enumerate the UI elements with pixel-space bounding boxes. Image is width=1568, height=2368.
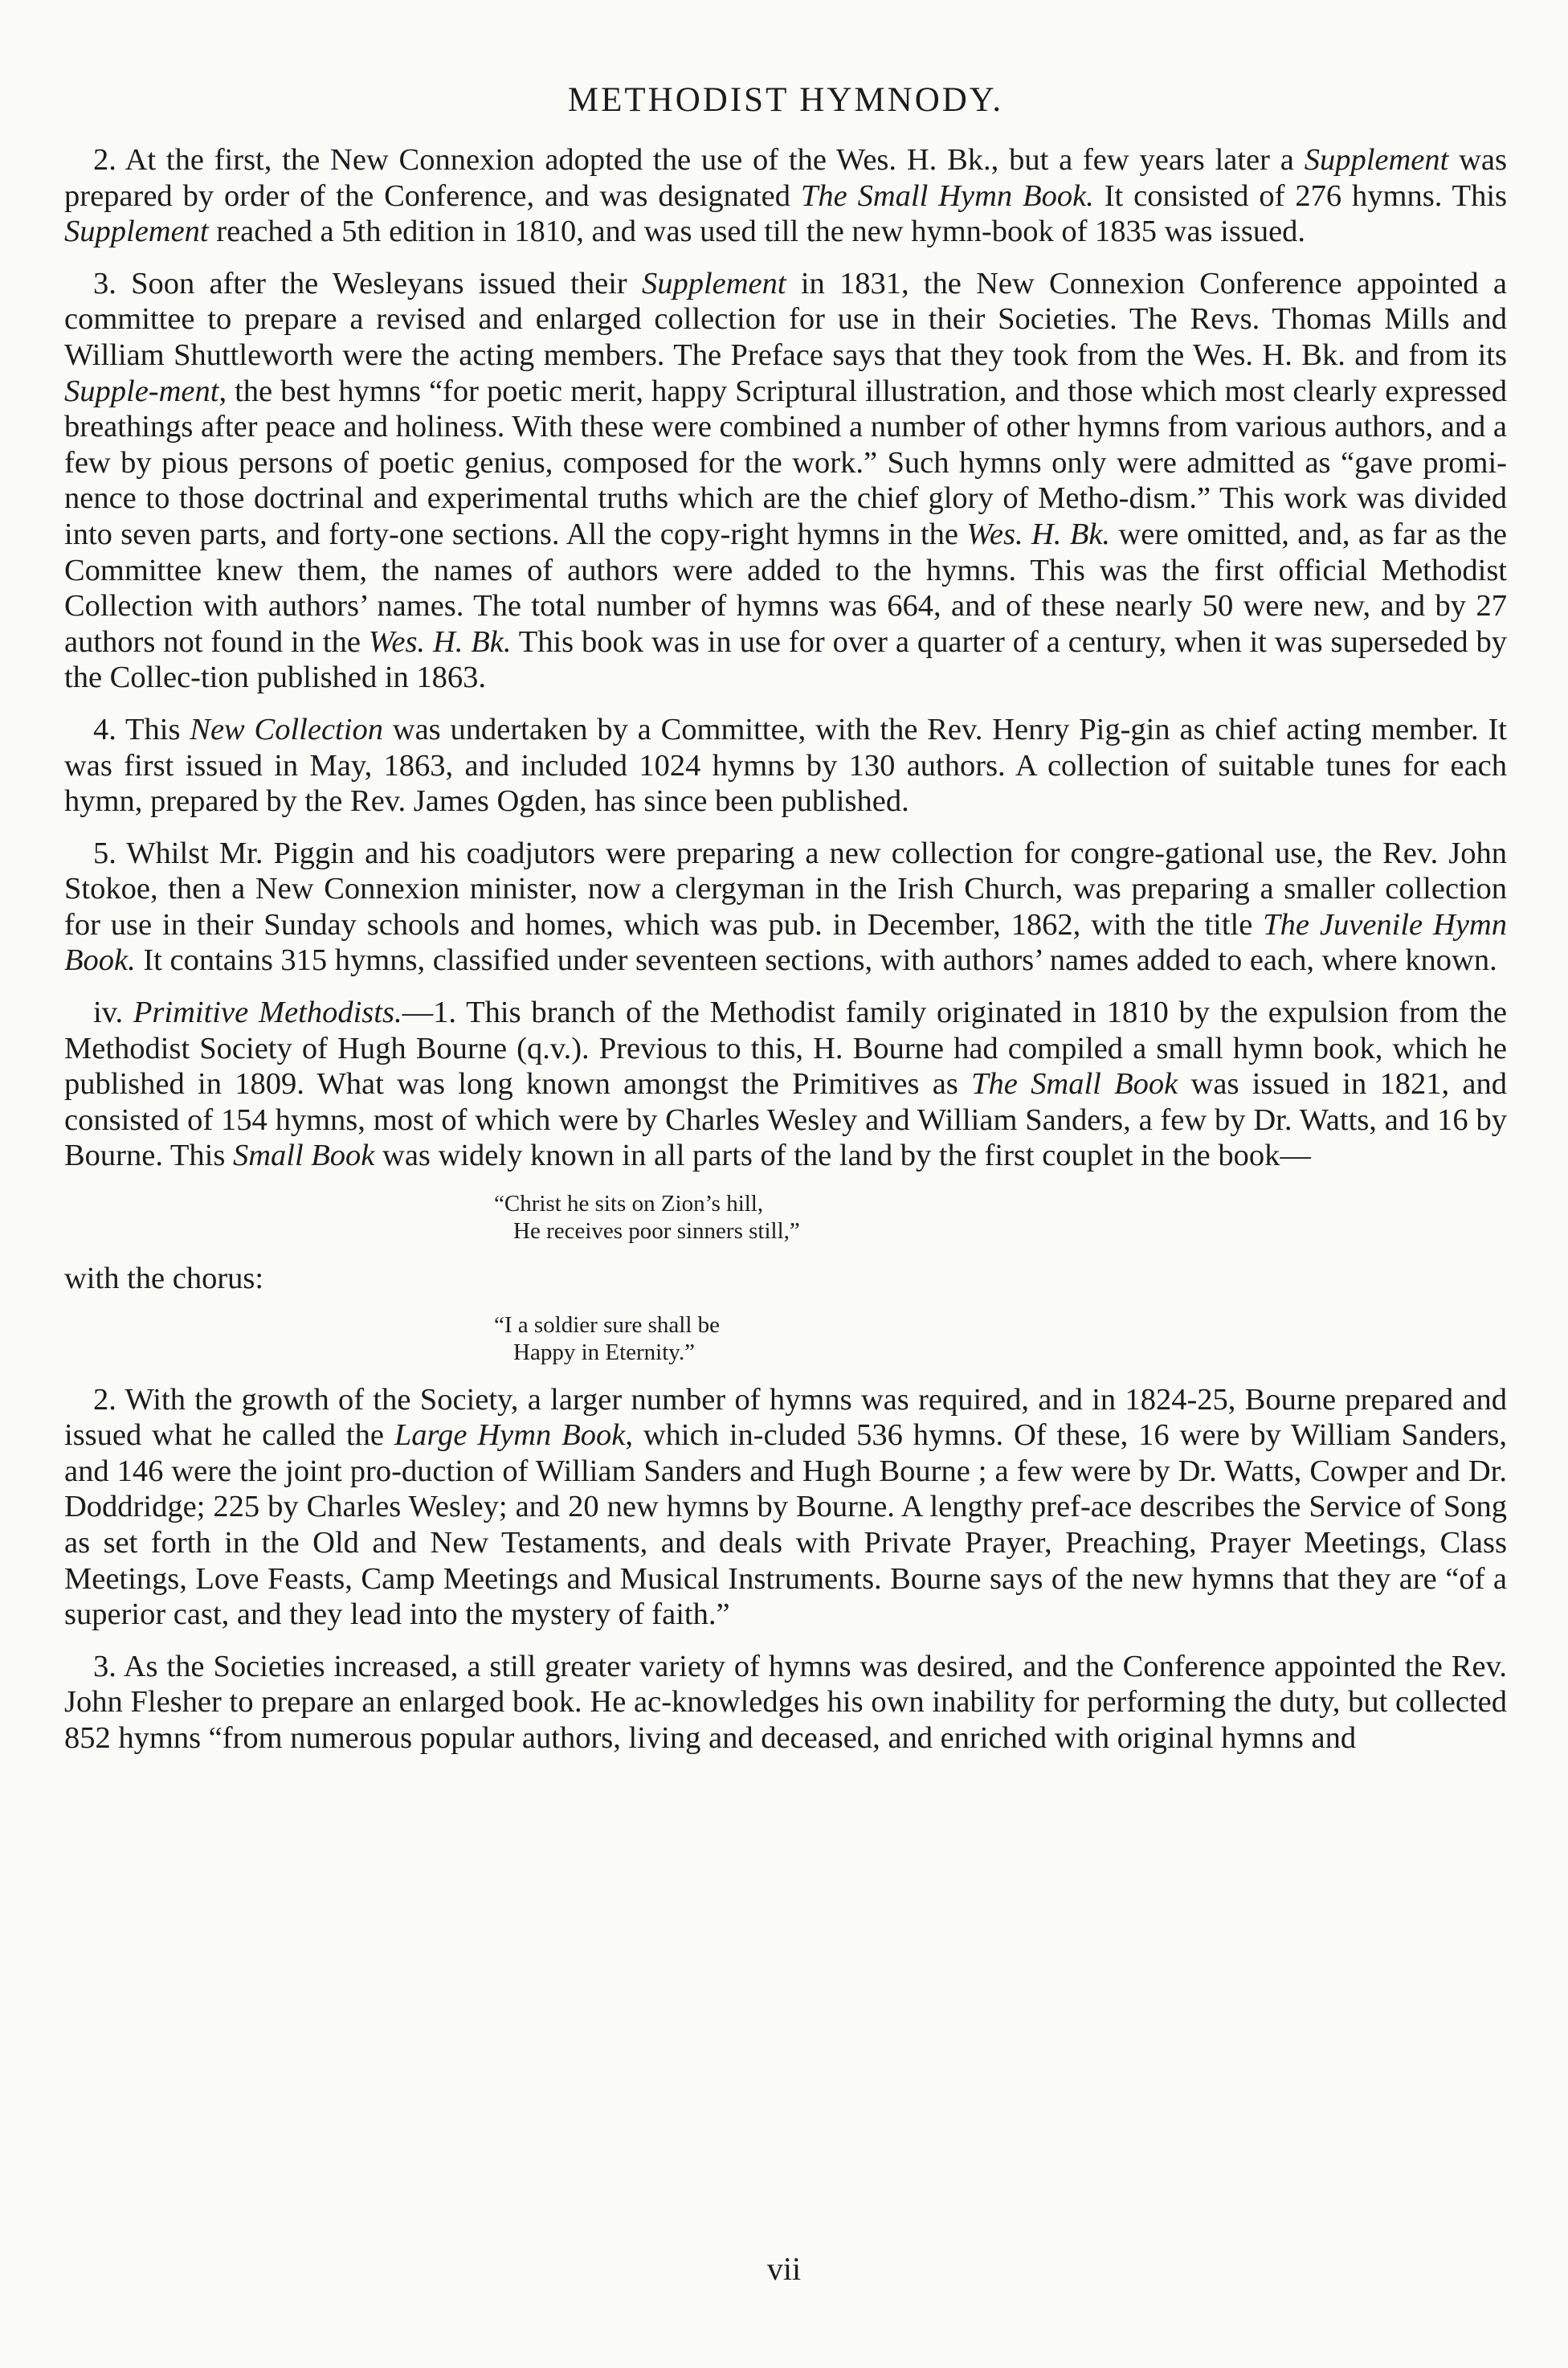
text-run: 3. Soon after the Wesleyans issued their	[93, 266, 642, 301]
text-run: were omitted, and, as far as the Committee knew them, the names of authors were added to the hymns. This was the first official Methodist Collection with authors’ names. The total number of hymns was 664, and of these nearly 50 were new, and by 27 authors not found in the	[64, 517, 1507, 659]
text-run: , the best hymns “for poetic merit, happy Scriptural illustration, and those which most clearly expressed breathings after peace and holiness. With these were combined a number of other hymns from various authors, and a few by pious persons of poetic genius, composed for the work.” Such hymns only were admitted as “gave promi-nence to those doctrinal and experimental truths which are the chief glory of Metho-dism.” This work was divided into seven parts, and forty-one sections. All the copy-right hymns in the	[64, 374, 1507, 551]
verse-line: He receives poor sinners still,”	[513, 1218, 800, 1245]
italic-text: The Juvenile Hymn Book.	[64, 907, 1507, 978]
text-run: was prepared by order of the Conference, and was designated	[64, 143, 1508, 213]
paragraph	[64, 142, 1507, 250]
text-run: , which in-cluded 536 hymns. Of these, 16 were by William Sanders, and 146 were the joint pro-duction of William Sanders and Hugh Bourne ; a few were by Dr. Watts, Cowper and Dr. Doddridge; 225 by Charles Wesley; and 20 new hymns by Bourne. A lengthy pref-ace describes the Service of Song as set forth in the Old and New Testaments, and deals with Private Prayer, Preaching, Prayer Meetings, Class Meetings, Love Feasts, Camp Meetings and Musical Instruments. Bourne says of the new hymns that they are “of a superior cast, and they lead into the mystery of faith.”	[64, 1418, 1507, 1632]
italic-text: Small Book	[232, 1139, 375, 1173]
text-run: 5. Whilst Mr. Piggin and his coadjutors were preparing a new collection for congre-gational use, the Rev. John Stokoe, then a New Connexion minister, now a clergyman in the Irish Church, was preparing a smaller collection for use in their Sunday schools and homes, which was pub. in December, 1862, with the title	[64, 836, 1507, 942]
italic-text: Supplement	[1304, 143, 1449, 177]
paragraph	[64, 1649, 1507, 1757]
paragraph	[64, 836, 1507, 979]
italic-text: Supple-ment	[64, 374, 219, 408]
text-run: was issued in 1821, and consisted of 154 hymns, most of which were by Charles Wesley and William Sanders, a few by Dr. Watts, and 16 by Bourne. This	[64, 1067, 1507, 1173]
italic-text: Supplement	[64, 215, 209, 249]
italic-text: Primitive Methodists.	[133, 996, 402, 1030]
italic-text: Wes. H. Bk.	[966, 517, 1111, 551]
text-run: was undertaken by a Committee, with the Rev. Henry Pig-gin as chief acting member. It was first issued in May, 1863, and included 1024 hymns by 130 authors. A collection of suitable tunes for each hymn, prepared by the Rev. James Ogden, has since been published.	[64, 712, 1507, 819]
chorus-quote	[494, 1311, 1507, 1366]
italic-text: Wes. H. Bk.	[368, 624, 512, 659]
running-head: METHODIST HYMNODY.	[567, 81, 1004, 119]
chorus-intro: with the chorus:	[64, 1262, 264, 1296]
text-run: It contains 315 hymns, classified under seventeen sections, with authors’ names added to each, where known.	[135, 943, 1497, 978]
text-run: was widely known in all parts of the land by the first couplet in the book—	[374, 1139, 1311, 1173]
italic-text: New Collection	[190, 712, 383, 746]
body-text-bottom	[64, 1382, 1507, 1757]
verse-line: Happy in Eternity.”	[513, 1339, 696, 1365]
paragraph	[64, 266, 1507, 696]
verse-line: “Christ he sits on Zion’s hill,	[494, 1191, 764, 1217]
text-run: reached a 5th edition in 1810, and was used till the new hymn-book of 1835 was issued.	[208, 215, 1306, 249]
text-run: It consisted of 276 hymns. This	[1093, 178, 1508, 213]
paragraph	[64, 712, 1507, 820]
italic-text: Large Hymn Book	[394, 1418, 626, 1453]
text-run: 2. With the growth of the Society, a larger number of hymns was required, and in 1824-25, Bourne prepared and issued what he called the	[64, 1382, 1507, 1453]
verse-line: “I a soldier sure shall be	[494, 1311, 721, 1338]
text-run: iv.	[93, 996, 133, 1030]
text-run: 2. At the first, the New Connexion adopted the use of the Wes. H. Bk., but a few years later a	[93, 143, 1305, 177]
paragraph	[64, 1382, 1507, 1633]
italic-text: The Small Hymn Book.	[800, 178, 1094, 213]
italic-text: The Small Book	[971, 1067, 1178, 1102]
text-run: in 1831, the New Connexion Conference appointed a committee to prepare a revised and enlarged collection for use in their Societies. The Revs. Thomas Mills and William Shuttleworth were the acting members. The Preface says that they took from the Wes. H. Bk. and from its	[64, 266, 1507, 372]
text-run: 3. As the Societies increased, a still greater variety of hymns was desired, and the Conference appointed the Rev. John Flesher to prepare an enlarged book. He ac-knowledges his own inability for performing the duty, but collected 852 hymns “from numerous popular authors, living and deceased, and enriched with original hymns and	[64, 1649, 1507, 1755]
couplet-quote	[494, 1190, 1507, 1245]
page-number: vii	[766, 2251, 802, 2287]
text-run: 4. This	[93, 712, 190, 746]
text-run: This book was in use for over a quarter of a century, when it was superseded by the Collec-tion published in 1863.	[64, 624, 1507, 695]
body-text-top	[64, 142, 1507, 1174]
text-run: —1. This branch of the Methodist family originated in 1810 by the expulsion from the Methodist Society of Hugh Bourne (q.v.). Previous to this, H. Bourne had compiled a small hymn book, which he published in 1809. What was long known amongst the Primitives as	[64, 996, 1507, 1102]
paragraph	[64, 995, 1507, 1174]
italic-text: Supplement	[641, 266, 786, 301]
